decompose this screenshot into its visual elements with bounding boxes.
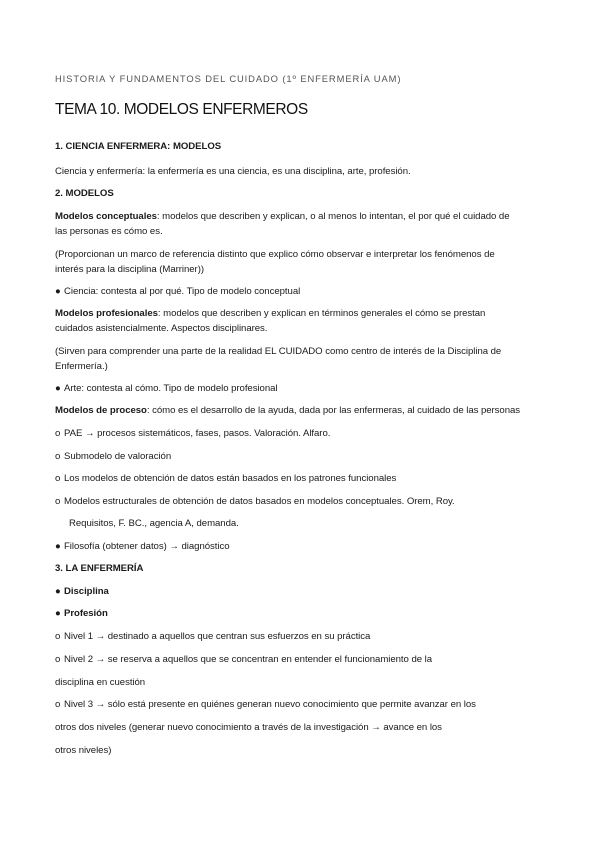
list-item-nivel-3: o Nivel 3 → sólo está presente en quiénes generan nuevo conocimiento que permite avanzar en los [55, 699, 476, 710]
list-item-pae: o PAE → procesos sistemáticos, fases, pasos. Valoración. Alfaro. [55, 428, 331, 439]
modelos-conceptuales-line-2: las personas es cómo es. [55, 226, 163, 237]
nivel-2-continuation: disciplina en cuestión [55, 677, 146, 688]
modelos-conceptuales-line: Modelos conceptuales: modelos que describen y explican, o al menos lo intentan, el por qué el cuidado de [55, 211, 510, 222]
modelos-profesionales-note-1: (Sirven para comprender una parte de la realidad EL CUIDADO como centro de interés de la Disciplina de [55, 346, 502, 357]
modelos-conceptuales-note-1: (Proporcionan un marco de referencia distinto que explico cómo observar e interpretar los fenómenos de [55, 249, 495, 260]
requisitos-line: Requisitos, F. BC., agencia A, demanda. [69, 518, 239, 529]
circle-bullet-icon: o [55, 428, 61, 439]
modelos-profesionales-line-2: cuidados asistencialmente. Aspectos disciplinares. [55, 323, 268, 334]
list-item-filosofia: ● Filosofía (obtener datos) → diagnóstico [55, 541, 230, 552]
filled-bullet-icon: ● [55, 383, 61, 394]
circle-bullet-icon: o [55, 654, 61, 665]
filled-bullet-icon: ● [55, 586, 61, 597]
nivel-3-continuation-2: otros niveles) [55, 745, 112, 756]
list-item-disciplina: ● Disciplina [55, 586, 109, 597]
list-item-profesion: ● Profesión [55, 608, 108, 619]
list-item-ciencia: ● Ciencia: contesta al por qué. Tipo de modelo conceptual [55, 286, 301, 297]
list-item-estructurales: o Modelos estructurales de obtención de datos basados en modelos conceptuales. Orem, Roy. [55, 496, 455, 507]
modelos-proceso-line: Modelos de proceso: cómo es el desarrollo de la ayuda, dada por las enfermeras, al cuidado de las personas [55, 405, 521, 416]
filled-bullet-icon: ● [55, 608, 61, 619]
list-item-nivel-1: o Nivel 1 → destinado a aquellos que centran sus esfuerzos en su práctica [55, 631, 371, 642]
filled-bullet-icon: ● [55, 541, 61, 552]
section-3-heading: 3. LA ENFERMERÍA [55, 563, 144, 574]
section-2-heading: 2. MODELOS [55, 188, 114, 199]
list-item-submodelo: o Submodelo de valoración [55, 451, 172, 462]
modelos-conceptuales-note-2: interés para la disciplina (Marriner)) [55, 264, 204, 275]
modelos-profesionales-line: Modelos profesionales: modelos que describen y explican en términos generales el cómo se prestan [55, 308, 486, 319]
circle-bullet-icon: o [55, 699, 61, 710]
circle-bullet-icon: o [55, 631, 61, 642]
modelos-profesionales-note-2: Enfermería.) [55, 361, 108, 372]
section-1-text: Ciencia y enfermería: la enfermería es una ciencia, es una disciplina, arte, profesión. [55, 166, 411, 177]
circle-bullet-icon: o [55, 496, 61, 507]
list-item-nivel-2: o Nivel 2 → se reserva a aquellos que se concentran en entender el funcionamiento de la [55, 654, 433, 665]
document-header: HISTORIA Y FUNDAMENTOS DEL CUIDADO (1º ENFERMERÍA UAM) [55, 73, 402, 84]
circle-bullet-icon: o [55, 473, 61, 484]
page-title: TEMA 10. MODELOS ENFERMEROS [55, 101, 308, 118]
filled-bullet-icon: ● [55, 286, 61, 297]
section-1-heading: 1. CIENCIA ENFERMERA: MODELOS [55, 141, 222, 152]
list-item-arte: ● Arte: contesta al cómo. Tipo de modelo profesional [55, 383, 278, 394]
circle-bullet-icon: o [55, 451, 61, 462]
list-item-obtencion: o Los modelos de obtención de datos están basados en los patrones funcionales [55, 473, 397, 484]
nivel-3-continuation: otros dos niveles (generar nuevo conocimiento a través de la investigación → avance en los [55, 722, 442, 733]
